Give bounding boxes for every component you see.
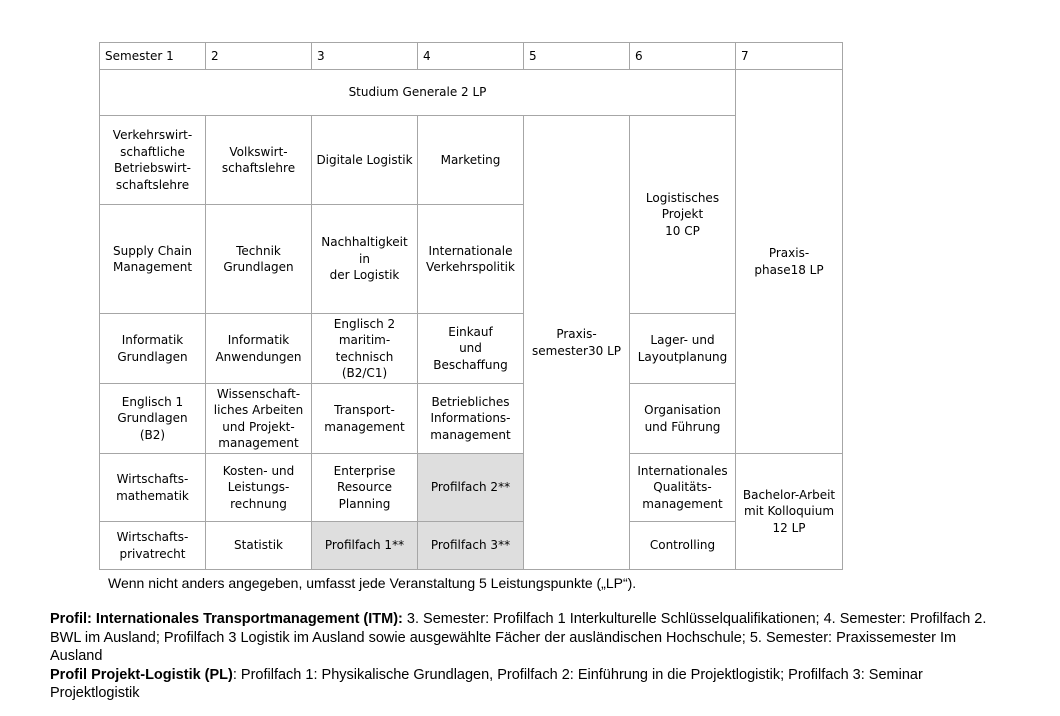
header-semester-1: Semester 1 (100, 43, 206, 70)
course-praxissemester: Praxis- semester30 LP (524, 116, 630, 570)
header-semester-7: 7 (736, 43, 843, 70)
table-row (100, 454, 843, 522)
course-cell: Controlling (630, 522, 736, 570)
credit-points-note: Wenn nicht anders angegeben, umfasst jede Veranstaltung 5 Leistungspunkte („LP“). (108, 575, 637, 591)
course-profilfach-1: Profilfach 1** (312, 522, 418, 570)
table-row (100, 70, 843, 116)
course-cell: Enterprise Resource Planning (312, 454, 418, 522)
profile-itm-label: Profil: Internationales Transportmanagement (ITM): (50, 611, 403, 627)
profile-pl-label: Profil Projekt-Logistik (PL) (50, 666, 233, 683)
course-cell: Transport- management (312, 384, 418, 454)
table-row (100, 522, 843, 570)
header-semester-4: 4 (418, 43, 524, 70)
course-cell: Lager- und Layoutplanung (630, 314, 736, 384)
course-cell: Wissenschaft- liches Arbeiten und Projekt- management (206, 384, 312, 454)
course-cell: Supply Chain Management (100, 205, 206, 314)
profile-descriptions (50, 610, 990, 703)
course-praxisphase: Praxis- phase18 LP (736, 70, 843, 454)
course-cell: Nachhaltigkeit in der Logistik (312, 205, 418, 314)
course-cell: Internationales Qualitäts- management (630, 454, 736, 522)
course-cell: Volkswirt- schaftslehre (206, 116, 312, 205)
course-cell: Organisation und Führung (630, 384, 736, 454)
course-cell: Technik Grundlagen (206, 205, 312, 314)
course-cell: Verkehrswirt- schaftliche Betriebswirt- schaftslehre (100, 116, 206, 205)
profile-itm-text: 3. Semester: Profilfach 1 Interkulturelle Schlüsselqualifikationen; 4. Semester: Profilfach 2. BWL im Ausland; Profilfach 3 Logistik im Ausland sowie ausgewählte Fächer der ausländischen Hochschule; 5. Semester: Praxissemester Im Ausland (50, 611, 987, 664)
profile-pl (50, 666, 990, 703)
course-cell: Wirtschafts- mathematik (100, 454, 206, 522)
course-profilfach-3: Profilfach 3** (418, 522, 524, 570)
course-cell: Statistik (206, 522, 312, 570)
course-cell: Betriebliches Informations- management (418, 384, 524, 454)
curriculum-table (99, 42, 843, 570)
course-cell: Internationale Verkehrspolitik (418, 205, 524, 314)
table-row (100, 116, 843, 205)
table-row (100, 314, 843, 384)
course-cell: Englisch 2 maritim- technisch (B2/C1) (312, 314, 418, 384)
course-cell: Wirtschafts- privatrecht (100, 522, 206, 570)
course-studium-generale: Studium Generale 2 LP (100, 70, 736, 116)
header-semester-6: 6 (630, 43, 736, 70)
course-cell: Kosten- und Leistungs- rechnung (206, 454, 312, 522)
course-bachelor-arbeit: Bachelor-Arbeit mit Kolloquium 12 LP (736, 454, 843, 570)
profile-pl-text: : Profilfach 1: Physikalische Grundlagen, Profilfach 2: Einführung in die Projektlogistik; Profilfach 3: Seminar Projektlogistik (50, 666, 923, 701)
header-semester-2: 2 (206, 43, 312, 70)
course-cell: Marketing (418, 116, 524, 205)
course-profilfach-2: Profilfach 2** (418, 454, 524, 522)
header-semester-5: 5 (524, 43, 630, 70)
course-cell: Englisch 1 Grundlagen (B2) (100, 384, 206, 454)
header-semester-3: 3 (312, 43, 418, 70)
semester-header-row (100, 43, 843, 70)
course-cell: Informatik Anwendungen (206, 314, 312, 384)
course-cell: Digitale Logistik (312, 116, 418, 205)
profile-itm (50, 610, 990, 666)
table-row (100, 384, 843, 454)
course-cell: Einkauf und Beschaffung (418, 314, 524, 384)
course-logistisches-projekt: Logistisches Projekt 10 CP (630, 116, 736, 314)
course-cell: Informatik Grundlagen (100, 314, 206, 384)
